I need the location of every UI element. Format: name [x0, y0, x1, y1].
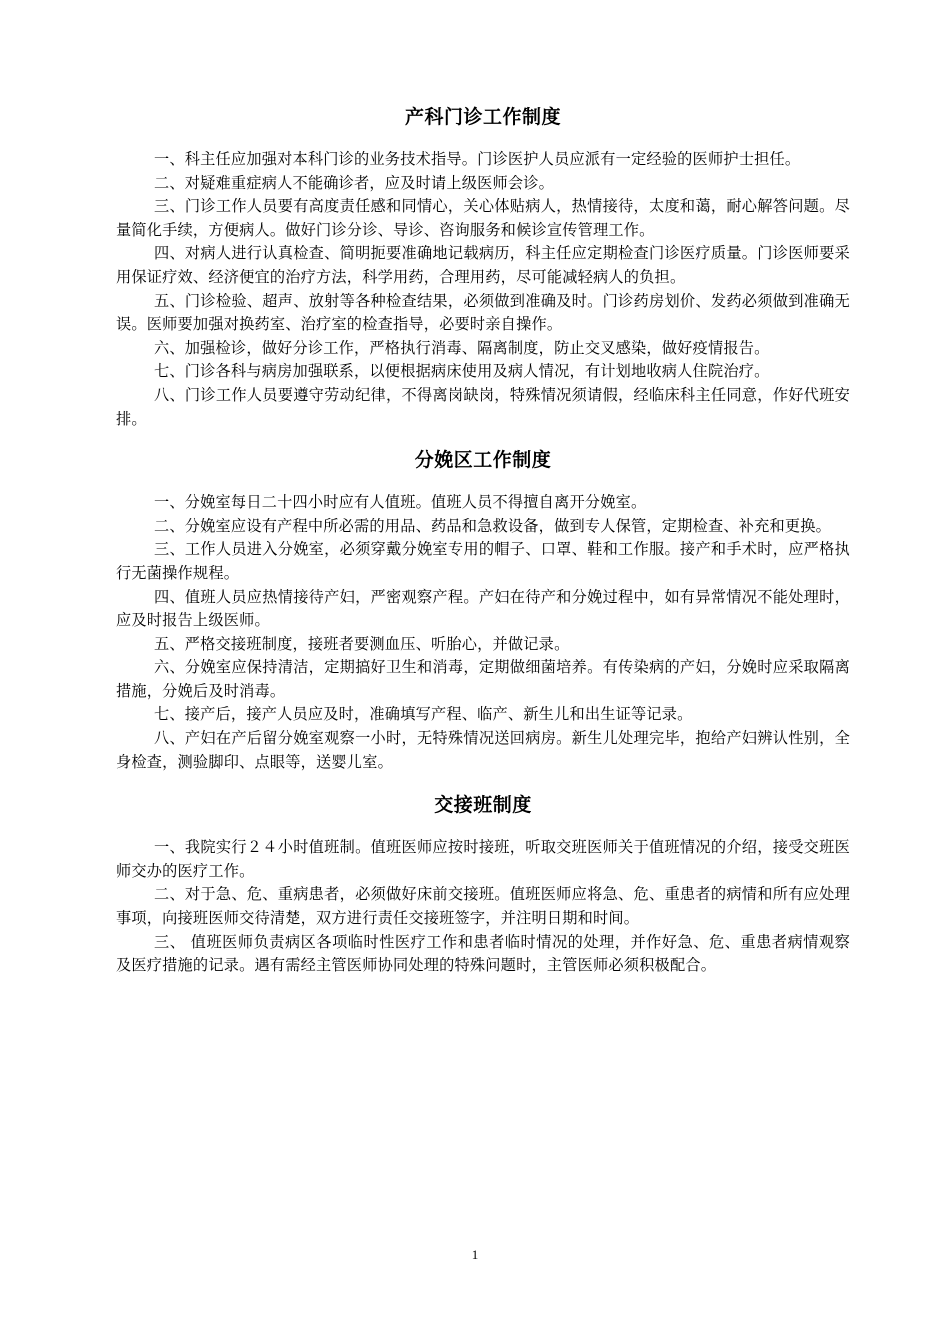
paragraph: 三、工作人员进入分娩室，必须穿戴分娩室专用的帽子、口罩、鞋和工作服。接产和手术时，应严格执行无菌操作规程。 — [116, 540, 850, 582]
paragraph: 二、对疑难重症病人不能确诊者，应及时请上级医师会诊。 — [154, 173, 555, 192]
paragraph: 五、门诊检验、超声、放射等各种检查结果，必须做到准确及时。门诊药房划价、发药必须做到准确无误。医师要加强对换药室、治疗室的检查指导，必要时亲自操作。 — [116, 291, 850, 334]
section-body — [116, 491, 850, 774]
paragraph: 六、分娩室应保持清洁，定期搞好卫生和消毒，定期做细菌培养。有传染病的产妇，分娩时应采取隔离措施，分娩后及时消毒。 — [116, 658, 850, 700]
paragraph: 二、分娩室应设有产程中所必需的用品、药品和急救设备，做到专人保管，定期检查、补充和更换。 — [154, 516, 832, 535]
page-number: 1 — [471, 1247, 479, 1262]
section-body — [116, 836, 850, 978]
paragraph: 四、对病人进行认真检查、简明扼要准确地记载病历，科主任应定期检查门诊医疗质量。门诊医师要采用保证疗效、经济便宜的治疗方法，科学用药，合理用药，尽可能减轻病人的负担。 — [116, 244, 850, 286]
paragraph: 一、分娩室每日二十四小时应有人值班。值班人员不得擅自离开分娩室。 — [154, 493, 647, 512]
section-shift-handover — [116, 790, 850, 978]
section-title: 交接班制度 — [434, 794, 532, 817]
section-delivery-room — [116, 445, 850, 774]
section-title: 产科门诊工作制度 — [404, 106, 561, 128]
paragraph: 八、产妇在产后留分娩室观察一小时，无特殊情况送回病房。新生儿处理完毕，抱给产妇辨认性别，全身检查，测验脚印、点眼等，送婴儿室。 — [116, 729, 850, 771]
paragraph: 六、加强检诊，做好分诊工作，严格执行消毒、隔离制度，防止交叉感染，做好疫情报告。 — [154, 338, 770, 357]
paragraph: 四、值班人员应热情接待产妇，严密观察产程。产妇在待产和分娩过程中，如有异常情况不能处理时，应及时报告上级医师。 — [116, 587, 850, 630]
paragraph: 七、接产后，接产人员应及时，准确填写产程、临产、新生儿和出生证等记录。 — [154, 705, 693, 724]
paragraph: 一、我院实行２４小时值班制。值班医师应按时接班，听取交班医师关于值班情况的介绍，接受交班医师交办的医疗工作。 — [116, 838, 850, 880]
paragraph: 八、门诊工作人员要遵守劳动纪律，不得离岗缺岗，特殊情况须请假，经临床科主任同意，作好代班安排。 — [116, 385, 850, 428]
document-content — [116, 102, 850, 978]
paragraph: 三、 值班医师负责病区各项临时性医疗工作和患者临时情况的处理，并作好急、危、重患者病情观察及医疗措施的记录。遇有需经主管医师协同处理的特殊问题时，主管医师必须积极配合。 — [116, 932, 850, 975]
paragraph: 三、门诊工作人员要有高度责任感和同情心，关心体贴病人，热情接待，太度和蔼，耐心解答问题。尽量简化手续，方便病人。做好门诊分诊、导诊、咨询服务和候诊宣传管理工作。 — [116, 197, 850, 239]
section-outpatient — [116, 102, 850, 431]
section-title: 分娩区工作制度 — [414, 449, 552, 472]
section-body — [116, 148, 850, 431]
paragraph: 二、对于急、危、重病患者，必须做好床前交接班。值班医师应将急、危、重患者的病情和所有应处理事项，向接班医师交待清楚，双方进行责任交接班签字，并注明日期和时间。 — [116, 885, 850, 928]
paragraph: 一、科主任应加强对本科门诊的业务技术指导。门诊医护人员应派有一定经验的医师护士担任。 — [154, 150, 801, 168]
paragraph: 五、严格交接班制度，接班者要测血压、听胎心，并做记录。 — [154, 634, 570, 653]
paragraph: 七、门诊各科与病房加强联系，以便根据病床使用及病人情况，有计划地收病人住院治疗。 — [154, 362, 770, 381]
